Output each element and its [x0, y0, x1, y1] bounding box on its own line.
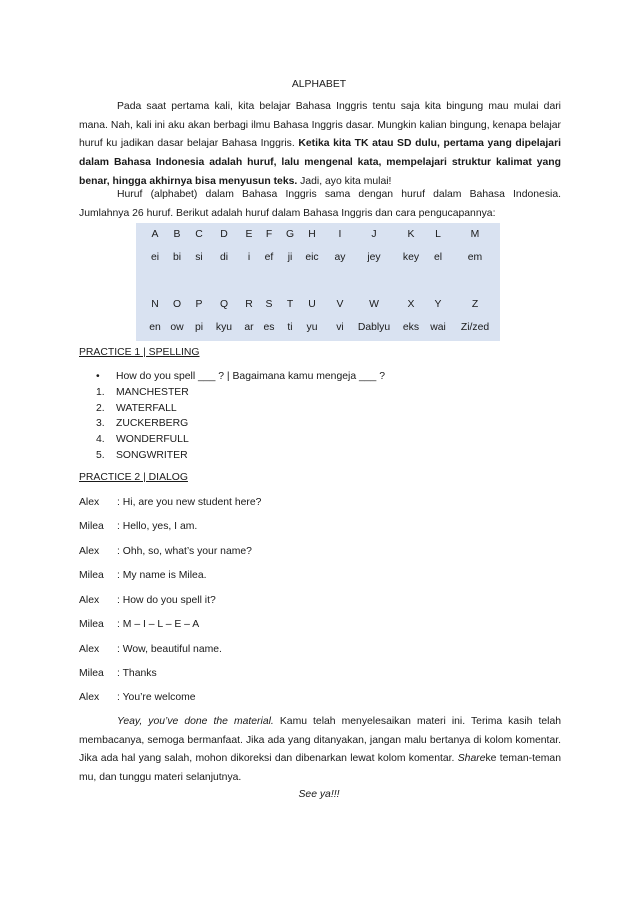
list-item: 1. MANCHESTER — [96, 387, 189, 398]
alphabet-pronunciation: pi — [194, 322, 204, 333]
alphabet-letter: Y — [434, 299, 442, 310]
alphabet-pronunciation: em — [467, 252, 483, 263]
alphabet-pronunciation: ar — [244, 322, 254, 333]
alphabet-letter: J — [371, 229, 377, 240]
spelling-word: SONGWRITER — [116, 450, 188, 461]
alphabet-letter: Q — [219, 299, 229, 310]
alphabet-pronunciation: kyu — [215, 322, 233, 333]
speaker: Milea — [79, 521, 104, 532]
alphabet-letter: Z — [471, 299, 479, 310]
dialog-line — [79, 644, 559, 655]
utterance: : Hello, yes, I am. — [117, 521, 198, 532]
alphabet-pronunciation: di — [219, 252, 229, 263]
alphabet-letter: M — [470, 229, 480, 240]
alphabet-pronunciation: si — [195, 252, 203, 263]
spelling-word: WONDERFULL — [116, 434, 189, 445]
intro-paragraph — [79, 98, 561, 192]
alphabet-pronunciation: eic — [305, 252, 319, 263]
spelling-question-text: How do you spell ___ ? | Bagaimana kamu mengeja ___ ? — [116, 371, 385, 382]
utterance: : How do you spell it? — [117, 595, 216, 606]
alphabet-intro-text: Huruf (alphabet) dalam Bahasa Inggris sama dengan huruf dalam Bahasa Indonesia. Jumlahnya 26 huruf. Berikut adalah huruf dalam Bahasa Inggris dan cara pengucapannya: — [79, 189, 561, 219]
utterance: : Wow, beautiful name. — [117, 644, 222, 655]
alphabet-pronunciation: yu — [306, 322, 318, 333]
alphabet-pronunciation: el — [433, 252, 443, 263]
alphabet-pronunciation: Dablyu — [357, 322, 391, 333]
alphabet-letter: H — [308, 229, 316, 240]
alphabet-pronunciation: ji — [287, 252, 293, 263]
dialog-line — [79, 692, 559, 703]
alphabet-intro-paragraph — [79, 186, 561, 223]
alphabet-letter: V — [336, 299, 344, 310]
utterance: : Hi, are you new student here? — [117, 497, 262, 508]
alphabet-letter: I — [338, 229, 342, 240]
alphabet-pronunciation: eks — [402, 322, 420, 333]
alphabet-letter: R — [245, 299, 253, 310]
speaker: Alex — [79, 692, 100, 703]
alphabet-pronunciation: ti — [287, 322, 293, 333]
alphabet-letter: T — [286, 299, 294, 310]
alphabet-pronunciation: ei — [150, 252, 160, 263]
intro-tail-text: Jadi, ayo kita mulai! — [300, 175, 392, 187]
spelling-word: WATERFALL — [116, 403, 177, 414]
alphabet-letter: G — [285, 229, 295, 240]
speaker: Alex — [79, 546, 100, 557]
utterance: : Thanks — [117, 668, 157, 679]
page-title: ALPHABET — [291, 79, 347, 90]
list-item: 4. WONDERFULL — [96, 434, 189, 445]
see-ya-text: See ya!!! — [298, 789, 340, 800]
alphabet-pronunciation: wai — [430, 322, 446, 333]
alphabet-letter: P — [195, 299, 203, 310]
spelling-word: ZUCKERBERG — [116, 418, 189, 429]
closing-tail-text: ke teman-teman mu, dan tunggu materi selanjutnya. — [79, 753, 561, 784]
utterance: : Ohh, so, what’s your name? — [117, 546, 252, 557]
closing-paragraph — [79, 713, 561, 788]
bullet-marker: • — [96, 371, 100, 382]
practice2-heading: PRACTICE 2 | DIALOG — [79, 472, 188, 483]
speaker: Milea — [79, 619, 104, 630]
alphabet-letter: F — [265, 229, 273, 240]
speaker: Milea — [79, 570, 104, 581]
alphabet-letter: L — [435, 229, 441, 240]
dialog-line — [79, 595, 559, 606]
alphabet-pronunciation: jey — [367, 252, 381, 263]
dialog-line — [79, 546, 559, 557]
dialog-line — [79, 570, 559, 581]
alphabet-letter: U — [308, 299, 316, 310]
alphabet-pronunciation: es — [263, 322, 275, 333]
alphabet-pronunciation: vi — [336, 322, 344, 333]
speaker: Milea — [79, 668, 104, 679]
alphabet-letter: N — [151, 299, 159, 310]
spelling-question — [96, 371, 385, 382]
share-word: Share — [457, 753, 486, 765]
alphabet-pronunciation: key — [402, 252, 420, 263]
alphabet-pronunciation: ow — [170, 322, 184, 333]
list-item: 5. SONGWRITER — [96, 450, 188, 461]
speaker: Alex — [79, 644, 100, 655]
list-item: 2. WATERFALL — [96, 403, 177, 414]
alphabet-letter: X — [407, 299, 415, 310]
spelling-word: MANCHESTER — [116, 387, 189, 398]
alphabet-pronunciation: ef — [264, 252, 274, 263]
alphabet-letter: K — [407, 229, 415, 240]
alphabet-letter: E — [245, 229, 253, 240]
closing-text: Kamu telah menyelesaikan materi ini. Terima kasih telah membacanya, semoga bermanfaat. Jika ada yang ditanyakan, jangan malu bertanya di kolom komentar. Jika ada hal yang salah, mohon dikoreksi dan dibenarkan lewat kolom komentar. — [79, 716, 562, 765]
alphabet-pronunciation: bi — [172, 252, 182, 263]
alphabet-pronunciation: i — [247, 252, 251, 263]
alphabet-letter: S — [265, 299, 273, 310]
alphabet-letter: O — [172, 299, 182, 310]
dialog-line — [79, 521, 559, 532]
utterance: : You’re welcome — [117, 692, 196, 703]
practice1-heading: PRACTICE 1 | SPELLING — [79, 347, 200, 358]
utterance: : My name is Milea. — [117, 570, 207, 581]
alphabet-pronunciation: en — [149, 322, 161, 333]
intro-bold-text: Ketika kita TK atau SD dulu, pertama yang dipelajari dalam Bahasa Indonesia adalah huruf, lalu mengenal kata, mempelajari struktur kalimat yang benar, hingga akhirnya bisa menyusun teks. — [79, 138, 562, 187]
alphabet-letter: A — [151, 229, 159, 240]
intro-text: Pada saat pertama kali, kita belajar Bahasa Inggris tentu saja kita bingung mau mulai dari mana. Nah, kali ini aku akan berbagi ilmu Bahasa Inggris dasar. Mungkin kalian bingung, kenapa belajar huruf ku jadikan dasar belajar Bahasa Inggris. — [79, 101, 561, 150]
alphabet-letter: B — [173, 229, 181, 240]
alphabet-letter: C — [195, 229, 203, 240]
closing-italic-text: Yeay, you’ve done the material. — [117, 716, 274, 727]
dialog-line — [79, 497, 559, 508]
speaker: Alex — [79, 595, 100, 606]
list-item: 3. ZUCKERBERG — [96, 418, 189, 429]
speaker: Alex — [79, 497, 100, 508]
alphabet-pronunciation: Zi/zed — [460, 322, 490, 333]
alphabet-table — [136, 223, 500, 341]
dialog-line — [79, 668, 559, 679]
dialog-line — [79, 619, 559, 630]
alphabet-letter: W — [369, 299, 379, 310]
utterance: : M – I – L – E – A — [117, 619, 200, 630]
alphabet-pronunciation: ay — [334, 252, 346, 263]
alphabet-letter: D — [220, 229, 228, 240]
